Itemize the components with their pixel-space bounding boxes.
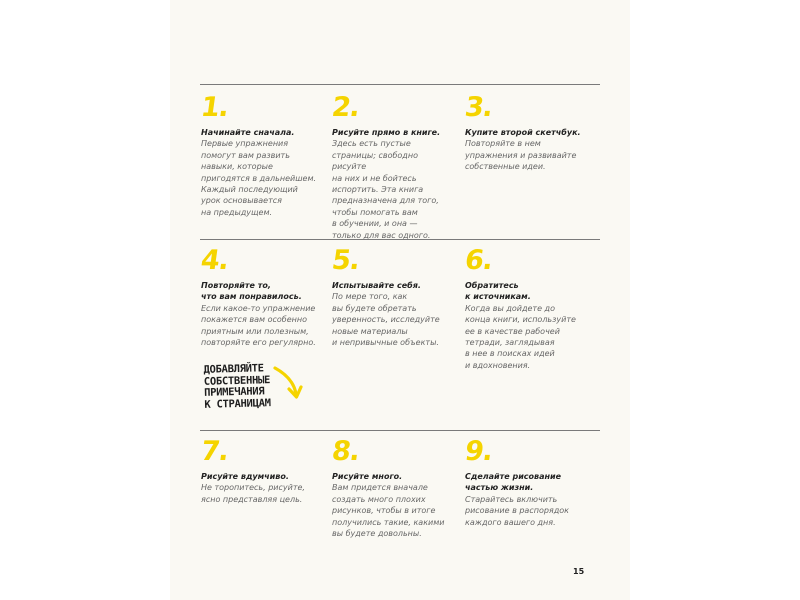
tip-number: 5. <box>329 245 362 276</box>
note-line: ДОБАВЛЯЙТЕ <box>203 362 264 376</box>
tip-number: 9. <box>462 436 495 467</box>
tip-text: Повторяйте в нем упражнения и развивайте собственные идеи. <box>465 139 577 172</box>
tip-number: 8. <box>329 436 362 467</box>
tip-8 <box>329 436 452 539</box>
tip-3 <box>462 92 585 173</box>
tip-title: Рисуйте много. <box>332 472 403 481</box>
tip-9 <box>462 436 585 528</box>
divider-line <box>200 84 600 85</box>
tip-7 <box>198 436 321 505</box>
tip-number: 2. <box>329 92 362 123</box>
tip-title: Обратитесь к источникам. <box>465 281 531 302</box>
note-line: СОБСТВЕННЫЕ <box>203 373 271 388</box>
handwritten-note <box>203 363 270 411</box>
tip-text: Здесь есть пустые страницы; свободно рисуйте на них и не бойтесь испортить. Эта книга предназначена для того, чтобы помогать вам в обучении, и она — только для вас одного. <box>332 139 439 240</box>
tip-number: 1. <box>198 92 231 123</box>
tip-text: Старайтесь включить рисование в распорядок каждого вашего дня. <box>465 494 569 527</box>
tip-text: Первые упражнения помогут вам развить навыки, которые пригодятся в дальнейшем. Каждый последующий урок основывается на предыдущем. <box>201 139 317 217</box>
tip-number: 6. <box>462 245 495 276</box>
tip-1 <box>198 92 321 218</box>
tip-title: Рисуйте вдумчиво. <box>201 472 289 481</box>
page-number: 15 <box>573 567 585 576</box>
tip-text: Вам придется вначале создать много плохих рисунков, чтобы в итоге получились такие, какими вы будете довольны. <box>332 483 445 539</box>
tip-text: Если какое-то упражнение покажется вам особенно приятным или полезным, повторяйте его регулярно. <box>201 303 316 348</box>
yellow-arrow-icon <box>272 366 306 404</box>
tip-4 <box>198 245 321 348</box>
tip-2 <box>329 92 452 241</box>
tip-title: Купите второй скетчбук. <box>465 128 581 137</box>
book-page <box>170 0 630 600</box>
tip-title: Рисуйте прямо в книге. <box>332 128 441 137</box>
tip-5 <box>329 245 452 348</box>
tip-text: Когда вы дойдете до конца книги, используйте ее в качестве рабочей тетради, заглядывая в нее в поисках идей и вдохновения. <box>465 303 576 370</box>
tip-title: Повторяйте то, что вам понравилось. <box>201 281 302 302</box>
tip-title: Испытывайте себя. <box>332 281 421 290</box>
divider-line <box>200 430 600 431</box>
tip-title: Начинайте сначала. <box>201 128 295 137</box>
tip-title: Сделайте рисование частью жизни. <box>465 472 562 493</box>
tip-6 <box>462 245 585 371</box>
note-line: К СТРАНИЦАМ <box>204 396 271 411</box>
tip-number: 7. <box>198 436 231 467</box>
note-line: ПРИМЕЧАНИЯ <box>203 385 265 399</box>
tip-number: 4. <box>198 245 231 276</box>
tip-text: По мере того, как вы будете обретать уверенность, исследуйте новые материалы и непривычные объекты. <box>332 292 440 348</box>
tip-text: Не торопитесь, рисуйте, ясно представляя цель. <box>201 483 305 504</box>
tip-number: 3. <box>462 92 495 123</box>
